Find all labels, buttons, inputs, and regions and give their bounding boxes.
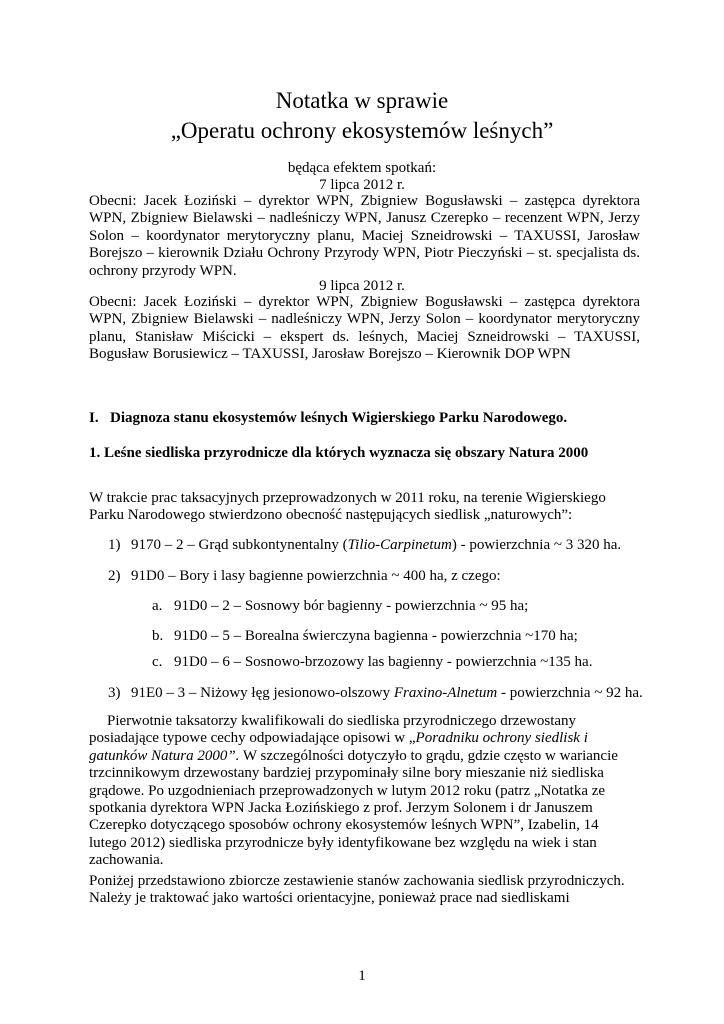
title-line-2: „Operatu ochrony ekosystemów leśnych” <box>170 118 554 143</box>
meeting-2-date: 9 lipca 2012 r. <box>319 278 405 294</box>
meetings-intro: będąca efektem spotkań: <box>287 160 437 176</box>
paragraph-text: Pierwotnie taksatorzy kwalifikowali do siedliska przyrodniczego drzewostany posiadające typowe cechy odpowiadające opisowi w „ <box>89 713 577 747</box>
methodology-paragraph <box>89 713 634 870</box>
sublist-letter: c. <box>152 654 163 670</box>
sublist-letter: b. <box>152 628 164 644</box>
paragraph-text: W szczególności dotyczyło to grądu, gdzie często w wariancie trzcinnikowym drzewostany bardziej przypominały silne bory mieszanie niż siedliska grądowe. Po uzgodnieniach przeprowadzonych w lutym 2012 roku (patrz „Notatka ze spotkania dyrektora WPN Jacka Łozińskiego z prof. Jerzym Solonem i dr Januszem Czerepko dotyczącego sposobów ochrony ekosystemów leśnych WPN”, Izabelin, 14 lutego 2012) siedliska przyrodnicze były identyfikowane bez względu na wiek i stan zachowania. <box>89 747 618 869</box>
section-heading: Diagnoza stanu ekosystemów leśnych Wigierskiego Parku Narodowego. <box>110 410 568 426</box>
habitat-text: ) - powierzchnia ~ 3 320 ha. <box>451 537 622 553</box>
summary-paragraph: Poniżej przedstawiono zbiorcze zestawienie stanów zachowania siedlisk przyrodniczych. Należy je traktować jako wartości orientacyjne, ponieważ prace nad siedliskami <box>89 873 625 907</box>
habitat-text: 9170 – 2 – Grąd subkontynentalny ( <box>131 537 348 553</box>
sub-habitat-c: 91D0 – 6 – Sosnowo-brzozowy las bagienny - powierzchnia ~135 ha. <box>174 654 593 670</box>
habitat-text: - powierzchnia ~ 92 ha. <box>497 685 643 701</box>
sublist-letter: a. <box>152 598 163 614</box>
latin-name: Fraxino-Alnetum <box>393 685 498 701</box>
sub-habitat-a: 91D0 – 2 – Sosnowy bór bagienny - powierzchnia ~ 95 ha; <box>174 598 529 614</box>
page-number: 1 <box>358 968 366 984</box>
habitat-text: 91D0 – Bory i lasy bagienne powierzchnia ~ 400 ha, z czego: <box>131 568 501 584</box>
meeting-1-attendees: Obecni: Jacek Łoziński – dyrektor WPN, Zbigniew Bogusławski – zastępca dyrektora WPN, Zbigniew Bielawski – nadleśniczy WPN, Janusz Czerepko – recenzent WPN, Jerzy Solon – koordynator merytoryczny planu, Maciej Szneidrowski – TAXUSSI, Jarosław Borejszo – kierownik Działu Ochrony Przyrody WPN, Piotr Pieczyński – st. specjalista ds. ochrony przyrody WPN. <box>89 193 640 279</box>
subsection-heading: 1. Leśne siedliska przyrodnicze dla których wyznacza się obszary Natura 2000 <box>89 445 589 461</box>
habitat-text: 91E0 – 3 – Niżowy łęg jesionowo-olszowy <box>131 685 394 701</box>
title-line-1: Notatka w sprawie <box>275 88 449 113</box>
meeting-1-date: 7 lipca 2012 r. <box>319 177 405 193</box>
list-number: 3) <box>108 685 121 701</box>
intro-paragraph: W trakcie prac taksacyjnych przeprowadzonych w 2011 roku, na terenie Wigierskiego Parku Narodowego stwierdzono obecność następujących siedlisk „naturowych”: <box>89 490 606 524</box>
list-number: 2) <box>108 568 121 584</box>
latin-name: Tilio-Carpinetum <box>347 537 452 553</box>
section-number: I. <box>89 410 99 426</box>
sub-habitat-b: 91D0 – 5 – Borealna świerczyna bagienna - powierzchnia ~170 ha; <box>174 628 578 644</box>
meeting-2-attendees: Obecni: Jacek Łoziński – dyrektor WPN, Zbigniew Bogusławski – zastępca dyrektora WPN, Zbigniew Bielawski – nadleśniczy WPN, Jerzy Solon – koordynator merytoryczny planu, Stanisław Miścicki – ekspert ds. leśnych, Maciej Szneidrowski – TAXUSSI, Bogusław Borusiewicz – TAXUSSI, Jarosław Borejszo – Kierownik DOP WPN <box>89 294 640 363</box>
guide-title: Poradniku ochrony siedlisk i gatunków Natura 2000”. <box>89 730 588 764</box>
list-number: 1) <box>108 537 121 553</box>
